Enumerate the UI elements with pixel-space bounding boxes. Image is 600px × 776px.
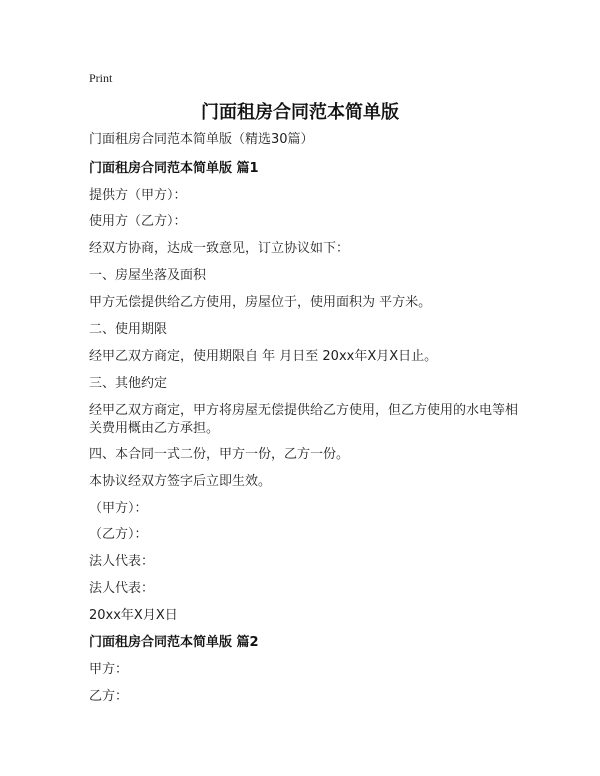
section-heading-1: 门面租房合同范本简单版 篇1	[89, 161, 259, 176]
signature-line: （甲方）：	[89, 501, 148, 516]
paragraph: 经甲乙双方商定，使用期限自 年 月日至 20xx年X月X日止。	[89, 349, 438, 364]
paragraph: 甲方：	[89, 662, 129, 677]
paragraph: 三、其他约定	[89, 376, 168, 391]
paragraph: 甲方无偿提供给乙方使用，房屋位于，使用面积为 平方米。	[89, 295, 432, 310]
signature-line: （乙方）：	[89, 527, 148, 542]
section-heading-2: 门面租房合同范本简单版 篇2	[89, 635, 259, 650]
paragraph: 提供方（甲方）：	[89, 188, 187, 203]
document-subtitle: 门面租房合同范本简单版（精选30篇）	[89, 132, 314, 147]
date-line: 20xx年X月X日	[89, 608, 178, 623]
paragraph: 乙方：	[89, 689, 129, 704]
paragraph: 使用方（乙方）：	[89, 214, 187, 229]
signature-line: 法人代表：	[89, 581, 155, 596]
paragraph: 经甲乙双方商定，甲方将房屋无偿提供给乙方使用，但乙方使用的水电等相关费用概由乙方承担。	[89, 403, 519, 436]
document-title: 门面租房合同范本简单版	[201, 102, 399, 123]
paragraph: 二、使用期限	[89, 322, 168, 337]
signature-line: 法人代表：	[89, 554, 155, 569]
paragraph: 四、本合同一式二份，甲方一份，乙方一份。	[89, 447, 350, 462]
paragraph: 经双方协商，达成一致意见，订立协议如下：	[89, 241, 350, 256]
print-label: Print	[89, 71, 113, 85]
paragraph: 一、房屋坐落及面积	[89, 268, 207, 283]
paragraph: 本协议经双方签字后立即生效。	[89, 474, 272, 489]
